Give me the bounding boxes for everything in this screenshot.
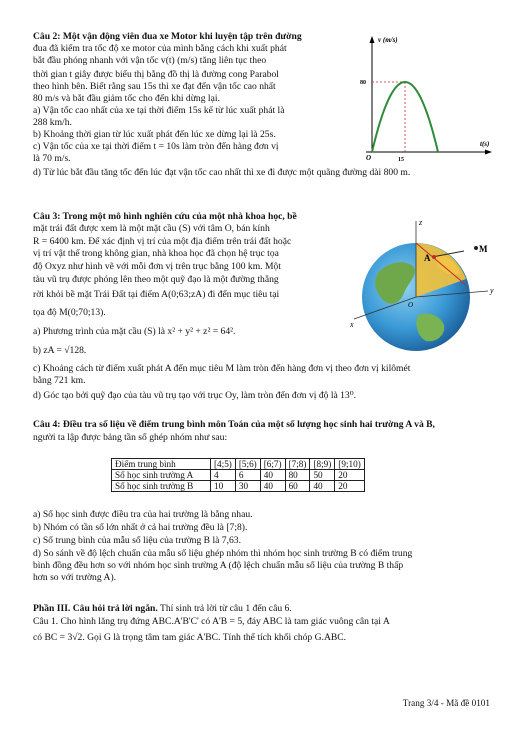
q2-line-2: bắt đầu phóng nhanh với vận tốc v(t) (m/s) tăng liên tục theo	[33, 55, 267, 66]
q4-line-0: Câu 4: Điều tra số liệu về điểm trung bình môn Toán của một số lượng học sinh hai trường A và B,	[33, 419, 435, 430]
table-header-cell: Điểm trung bình	[112, 459, 211, 470]
table-cell: 20	[335, 470, 364, 481]
part3-heading	[33, 603, 292, 614]
table-cell: 10	[211, 481, 236, 492]
q3-option-c-cont: bằng 721 km.	[33, 375, 86, 386]
q3-line-6: rời khỏi bề mặt Trái Đất tại điểm A(0;63;zA) đi đến mục tiêu tại	[33, 289, 280, 300]
table-header-cell: [7;8)	[285, 459, 310, 470]
q4-option-a: a) Số học sinh được điều tra của hai trường là bằng nhau.	[33, 509, 253, 520]
q2-option-d: d) Từ lúc bắt đầu tăng tốc đến lúc đạt vận tốc cao nhất thì xe đi được một quãng đường dài 800 m.	[33, 167, 411, 178]
table-cell: Số học sinh trường B	[112, 481, 211, 492]
q3-line-1: mặt trái đất được xem là một mặt cầu (S) với tâm O, bán kính	[33, 223, 270, 234]
earth-globe-figure	[348, 215, 508, 377]
table-header-cell: [5;6)	[235, 459, 260, 470]
q4-line-1: người ta lập được bảng tần số ghép nhóm như sau:	[33, 432, 228, 443]
table-row	[112, 470, 365, 481]
page-footer: Trang 3/4 - Mã đề 0101	[402, 698, 490, 708]
q3-line-5: tàu vũ trụ được phóng lên theo một quỹ đạo là một đường thẳng	[33, 274, 279, 285]
graph-x-label: t(s)	[480, 140, 490, 148]
table-cell: 60	[285, 481, 310, 492]
table-cell: 6	[235, 470, 260, 481]
table-cell: 50	[310, 470, 335, 481]
q3-line-4: độ Oxyz như hình vẽ với mỗi đơn vị trên trục bằng 100 km. Một	[33, 261, 281, 272]
table-cell: 40	[260, 481, 285, 492]
q3-option-d: d) Góc tạo bởi quỹ đạo của tàu vũ trụ tạo với trục Oy, làm tròn đến đơn vị độ là 13⁰.	[33, 390, 356, 401]
graph-origin: O	[366, 154, 372, 162]
table-header-cell: [9;10)	[335, 459, 364, 470]
table-header-cell: [8;9)	[310, 459, 335, 470]
q2-option-a: a) Vận tốc cao nhất của xe tại thời điểm 15s kể từ lúc xuất phát là	[33, 105, 285, 116]
part3-title: Phần III. Câu hỏi trả lời ngắn.	[33, 603, 158, 614]
label-m: M	[479, 244, 488, 254]
q2-line-3: thời gian t giây được biểu thị bằng đồ thị là đường cong Parabol	[33, 69, 279, 80]
q4-option-c: c) Số trung bình của mẫu số liệu của trường B là 7,63.	[33, 535, 241, 546]
table-row	[112, 481, 365, 492]
velocity-parabola	[372, 82, 438, 152]
velocity-graph	[358, 30, 498, 168]
q3-option-b: b) zA = √128.	[33, 345, 87, 356]
table-cell: 4	[211, 470, 236, 481]
q2-option-c-cont: là 70 m/s.	[33, 153, 71, 164]
graph-x-tick: 15	[398, 157, 404, 163]
q2-option-a-cont: 288 km/h.	[33, 117, 72, 128]
part3-q1: Câu 1. Cho hình lăng trụ đứng ABC.A'B'C' có A'B = 5, đáy ABC là tam giác vuông cân tại A	[33, 616, 390, 627]
table-cell: 40	[310, 481, 335, 492]
label-x: x	[350, 320, 354, 329]
table-cell: 20	[335, 481, 364, 492]
q2-option-c: c) Vận tốc của xe tại thời điểm t = 10s làm tròn đến hàng đơn vị	[33, 141, 279, 152]
q2-line-4: theo hình bên. Biết rằng sau 15s thì xe đạt đến vận tốc cao nhất	[33, 81, 276, 92]
q4-option-d-cont2: hơn so với trường A).	[33, 572, 117, 583]
q3-line-7: tọa độ M(0;70;13).	[33, 307, 106, 318]
table-cell: Số học sinh trường A	[112, 470, 211, 481]
q2-line-1: đua đã kiểm tra tốc độ xe motor của mình bằng cách khi xuất phát	[33, 43, 287, 54]
table-header-cell: [6;7)	[260, 459, 285, 470]
q4-option-d-cont: bình đồng đều hơn so với nhóm học sinh trường A (độ lệch chuẩn mẫu số liệu của trường B thấp	[33, 560, 404, 571]
q4-option-d: d) So sánh về độ lệch chuẩn của mẫu số liệu ghép nhóm thì nhóm học sinh trường B có điểm trung	[33, 548, 413, 559]
table-cell: 80	[285, 470, 310, 481]
label-a: A	[424, 253, 431, 263]
q3-line-3: vị trí vật thể trong không gian, nhà khoa học đã chọn hệ trục tọa	[33, 248, 279, 259]
graph-y-label: v (m/s)	[378, 36, 398, 44]
q2-option-b: b) Khoảng thời gian từ lúc xuất phát đến lúc xe dừng lại là 25s.	[33, 129, 276, 140]
q2-line-5: 80 m/s và bắt đầu giảm tốc cho đến khi dừng lại.	[33, 93, 220, 104]
label-y: y	[490, 286, 494, 295]
point-a	[432, 255, 436, 259]
q4-option-b: b) Nhóm có tần số lớn nhất ở cả hai trường đều là [7;8).	[33, 522, 248, 533]
table-header-row	[112, 459, 365, 470]
q3-option-c: c) Khoảng cách từ điểm xuất phát A đến mục tiêu M làm tròn đến hàng đơn vị theo đơn vị kilômét	[33, 363, 411, 374]
table-cell: 30	[235, 481, 260, 492]
part3-q1-cont: có BC = 3√2. Gọi G là trọng tâm tam giác A'BC. Tính thể tích khối chóp G.ABC.	[33, 632, 347, 643]
part3-title-rest: Thí sinh trả lời từ câu 1 đến câu 6.	[157, 603, 292, 614]
label-z: z	[419, 218, 423, 227]
q3-line-2: R = 6400 km. Để xác định vị trí của một địa điểm trên trái đất hoặc	[33, 236, 292, 247]
table-cell: 40	[260, 470, 285, 481]
point-m	[474, 246, 478, 250]
label-o: O	[408, 301, 414, 309]
frequency-table	[111, 458, 365, 492]
q3-option-a: a) Phương trình của mặt cầu (S) là x² + y² + z² = 64².	[33, 326, 236, 337]
table-header-cell: [4;5)	[211, 459, 236, 470]
graph-y-tick: 80	[360, 80, 366, 86]
q3-line-0: Câu 3: Trong một mô hình nghiên cứu của một nhà khoa học, bề	[33, 211, 297, 222]
q2-line-0: Câu 2: Một vận động viên đua xe Motor khi luyện tập trên đường	[33, 31, 302, 42]
